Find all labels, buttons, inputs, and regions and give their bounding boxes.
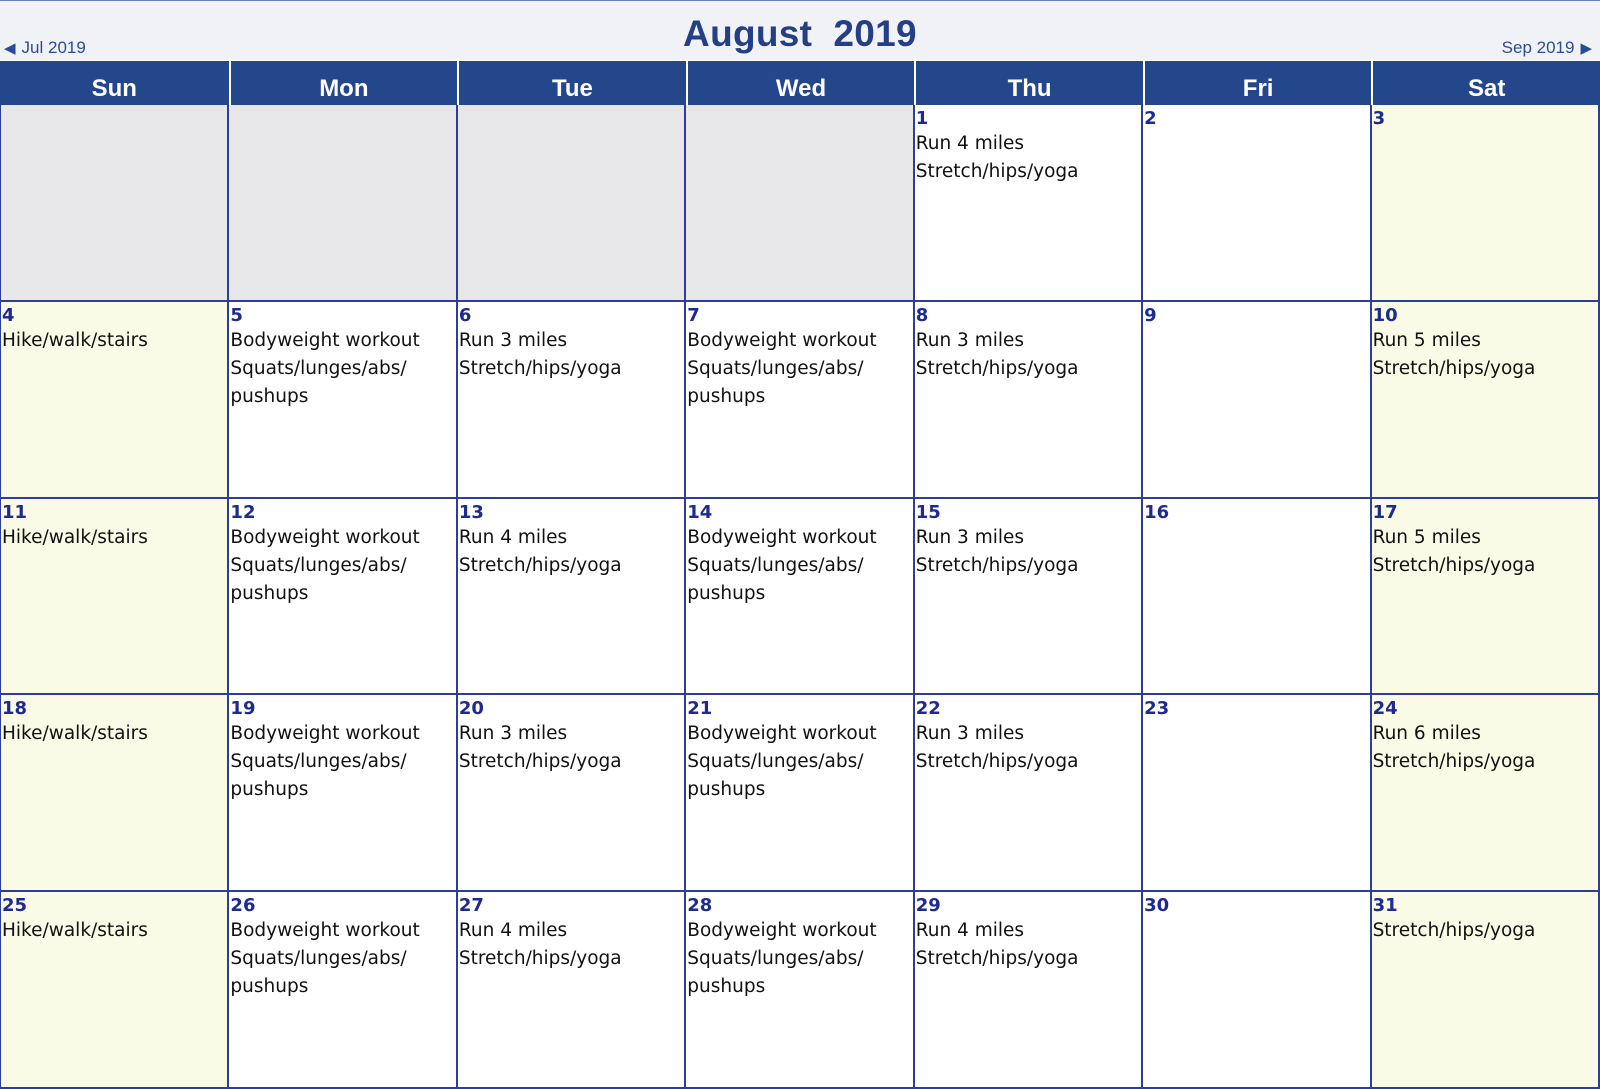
event-entry[interactable]: pushups (687, 385, 766, 407)
prev-month-label: Jul 2019 (21, 38, 86, 57)
weekday-tue: Tue (457, 61, 686, 105)
day-number: 7 (687, 304, 700, 326)
day-number: 2 (1144, 108, 1157, 129)
day-cell[interactable] (229, 892, 457, 1089)
weekday-wed: Wed (686, 61, 915, 105)
triangle-left-icon: ◀ (4, 40, 16, 57)
event-entry[interactable]: Squats/lunges/abs/ (230, 751, 407, 773)
event-entry[interactable]: Hike/walk/stairs (2, 526, 148, 548)
event-entry[interactable]: Bodyweight workout (687, 920, 877, 942)
event-entry[interactable]: Run 4 miles (915, 920, 1025, 942)
day-number: 5 (230, 304, 243, 326)
day-number: 19 (230, 698, 256, 720)
day-number: 9 (1144, 304, 1157, 326)
event-entry[interactable]: Stretch/hips/yoga (458, 751, 622, 773)
event-entry[interactable]: Stretch/hips/yoga (1372, 751, 1536, 773)
day-number: 24 (1372, 698, 1398, 720)
event-entry[interactable]: pushups (230, 779, 309, 801)
day-grid (0, 105, 1600, 1089)
empty-day-cell (458, 105, 686, 302)
day-number: 11 (2, 501, 28, 523)
event-entry[interactable]: Stretch/hips/yoga (1372, 357, 1536, 379)
day-number: 8 (915, 304, 929, 326)
event-entry[interactable]: Squats/lunges/abs/ (230, 948, 407, 970)
event-entry[interactable]: Run 3 miles (915, 526, 1025, 548)
day-cell[interactable] (458, 302, 686, 499)
event-entry[interactable]: Squats/lunges/abs/ (687, 357, 864, 379)
day-cell[interactable] (915, 892, 1143, 1089)
event-entry[interactable]: Hike/walk/stairs (2, 329, 148, 351)
event-entry[interactable]: Run 3 miles (915, 723, 1025, 745)
event-entry[interactable]: pushups (230, 976, 309, 998)
empty-day-cell (229, 105, 457, 302)
event-entry[interactable]: pushups (687, 976, 766, 998)
weekday-thu: Thu (914, 61, 1143, 105)
event-entry[interactable]: Squats/lunges/abs/ (687, 554, 864, 576)
day-cell[interactable] (1143, 105, 1371, 302)
event-entry[interactable]: Squats/lunges/abs/ (230, 357, 407, 379)
weekday-sun: Sun (0, 61, 229, 105)
day-number: 26 (230, 895, 256, 917)
empty-day-cell (686, 105, 914, 302)
event-entry[interactable]: Stretch/hips/yoga (458, 948, 622, 970)
event-entry[interactable]: Hike/walk/stairs (2, 723, 148, 745)
day-cell[interactable] (1372, 695, 1600, 892)
event-entry[interactable]: Run 3 miles (458, 329, 568, 351)
day-number: 4 (2, 304, 15, 326)
event-entry[interactable]: Run 3 miles (915, 329, 1025, 351)
day-number: 25 (2, 895, 28, 917)
day-number: 29 (915, 895, 941, 917)
day-cell[interactable] (1372, 105, 1600, 302)
day-cell[interactable] (1143, 892, 1371, 1089)
day-cell[interactable] (1143, 695, 1371, 892)
day-number: 16 (1144, 501, 1170, 523)
day-number: 10 (1372, 304, 1398, 326)
event-entry[interactable]: Squats/lunges/abs/ (687, 948, 864, 970)
month-title: August 2019 (683, 13, 917, 54)
event-entry[interactable]: Bodyweight workout (230, 329, 420, 351)
event-entry[interactable]: Stretch/hips/yoga (458, 554, 622, 576)
event-entry[interactable]: Bodyweight workout (687, 329, 877, 351)
event-entry[interactable]: Run 5 miles (1372, 329, 1481, 351)
day-cell[interactable] (1, 892, 229, 1089)
day-cell[interactable] (1372, 892, 1600, 1089)
day-cell[interactable] (686, 499, 914, 696)
event-entry[interactable]: Run 4 miles (915, 133, 1025, 154)
triangle-right-icon: ▶ (1580, 40, 1592, 57)
event-entry[interactable]: Hike/walk/stairs (2, 920, 148, 942)
calendar-header (0, 0, 1600, 60)
day-number: 14 (687, 501, 713, 523)
event-entry[interactable]: Stretch/hips/yoga (915, 161, 1079, 182)
day-number: 3 (1372, 108, 1386, 129)
event-entry[interactable]: Squats/lunges/abs/ (687, 751, 864, 773)
event-entry[interactable]: Stretch/hips/yoga (915, 554, 1079, 576)
day-cell[interactable] (686, 892, 914, 1089)
day-cell[interactable] (1, 499, 229, 696)
event-entry[interactable]: Bodyweight workout (230, 723, 420, 745)
day-cell[interactable] (1, 302, 229, 499)
day-cell[interactable] (229, 695, 457, 892)
event-entry[interactable]: Stretch/hips/yoga (458, 357, 622, 379)
weekday-fri: Fri (1143, 61, 1372, 105)
day-number: 28 (687, 895, 713, 917)
day-number: 22 (915, 698, 941, 720)
event-entry[interactable]: Stretch/hips/yoga (915, 751, 1079, 773)
event-entry[interactable]: Bodyweight workout (230, 920, 420, 942)
event-entry[interactable]: Bodyweight workout (687, 723, 877, 745)
event-entry[interactable]: Bodyweight workout (687, 526, 877, 548)
day-cell[interactable] (915, 105, 1143, 302)
weekday-sat: Sat (1371, 61, 1600, 105)
day-number: 13 (458, 501, 484, 523)
day-number: 23 (1144, 698, 1170, 720)
event-entry[interactable]: Stretch/hips/yoga (1372, 554, 1536, 576)
day-cell[interactable] (1143, 499, 1371, 696)
day-cell[interactable] (686, 695, 914, 892)
day-cell[interactable] (1372, 499, 1600, 696)
event-entry[interactable]: Stretch/hips/yoga (915, 948, 1079, 970)
day-cell[interactable] (458, 892, 686, 1089)
event-entry[interactable]: Stretch/hips/yoga (915, 357, 1079, 379)
day-cell[interactable] (1372, 302, 1600, 499)
weekday-header-row (0, 61, 1600, 105)
day-cell[interactable] (1143, 302, 1371, 499)
event-entry[interactable]: pushups (230, 385, 309, 407)
weekday-mon: Mon (229, 61, 458, 105)
event-entry[interactable]: Squats/lunges/abs/ (230, 554, 407, 576)
day-cell[interactable] (458, 499, 686, 696)
empty-day-cell (1, 105, 229, 302)
day-cell[interactable] (458, 695, 686, 892)
day-cell[interactable] (915, 499, 1143, 696)
day-cell[interactable] (915, 302, 1143, 499)
day-number: 27 (458, 895, 484, 917)
day-number: 31 (1372, 895, 1398, 917)
day-number: 15 (915, 501, 941, 523)
day-number: 17 (1372, 501, 1398, 523)
day-cell[interactable] (686, 302, 914, 499)
event-entry[interactable]: pushups (230, 582, 309, 604)
event-entry[interactable]: Run 3 miles (458, 723, 568, 745)
next-month-label: Sep 2019 (1501, 38, 1575, 57)
event-entry[interactable]: pushups (687, 582, 766, 604)
event-entry[interactable]: pushups (687, 779, 766, 801)
day-number: 12 (230, 501, 256, 523)
day-number: 6 (458, 304, 472, 326)
event-entry[interactable]: Stretch/hips/yoga (1372, 920, 1536, 942)
day-cell[interactable] (915, 695, 1143, 892)
event-entry[interactable]: Run 5 miles (1372, 526, 1481, 548)
event-entry[interactable]: Run 4 miles (458, 920, 568, 942)
day-cell[interactable] (229, 302, 457, 499)
day-number: 1 (915, 108, 929, 129)
event-entry[interactable]: Run 6 miles (1372, 723, 1481, 745)
day-cell[interactable] (229, 499, 457, 696)
event-entry[interactable]: Bodyweight workout (230, 526, 420, 548)
event-entry[interactable]: Run 4 miles (458, 526, 568, 548)
day-number: 20 (458, 698, 484, 720)
day-cell[interactable] (1, 695, 229, 892)
day-number: 18 (2, 698, 28, 720)
day-number: 21 (687, 698, 713, 720)
day-number: 30 (1144, 895, 1170, 917)
next-month-link[interactable] (1502, 38, 1592, 58)
